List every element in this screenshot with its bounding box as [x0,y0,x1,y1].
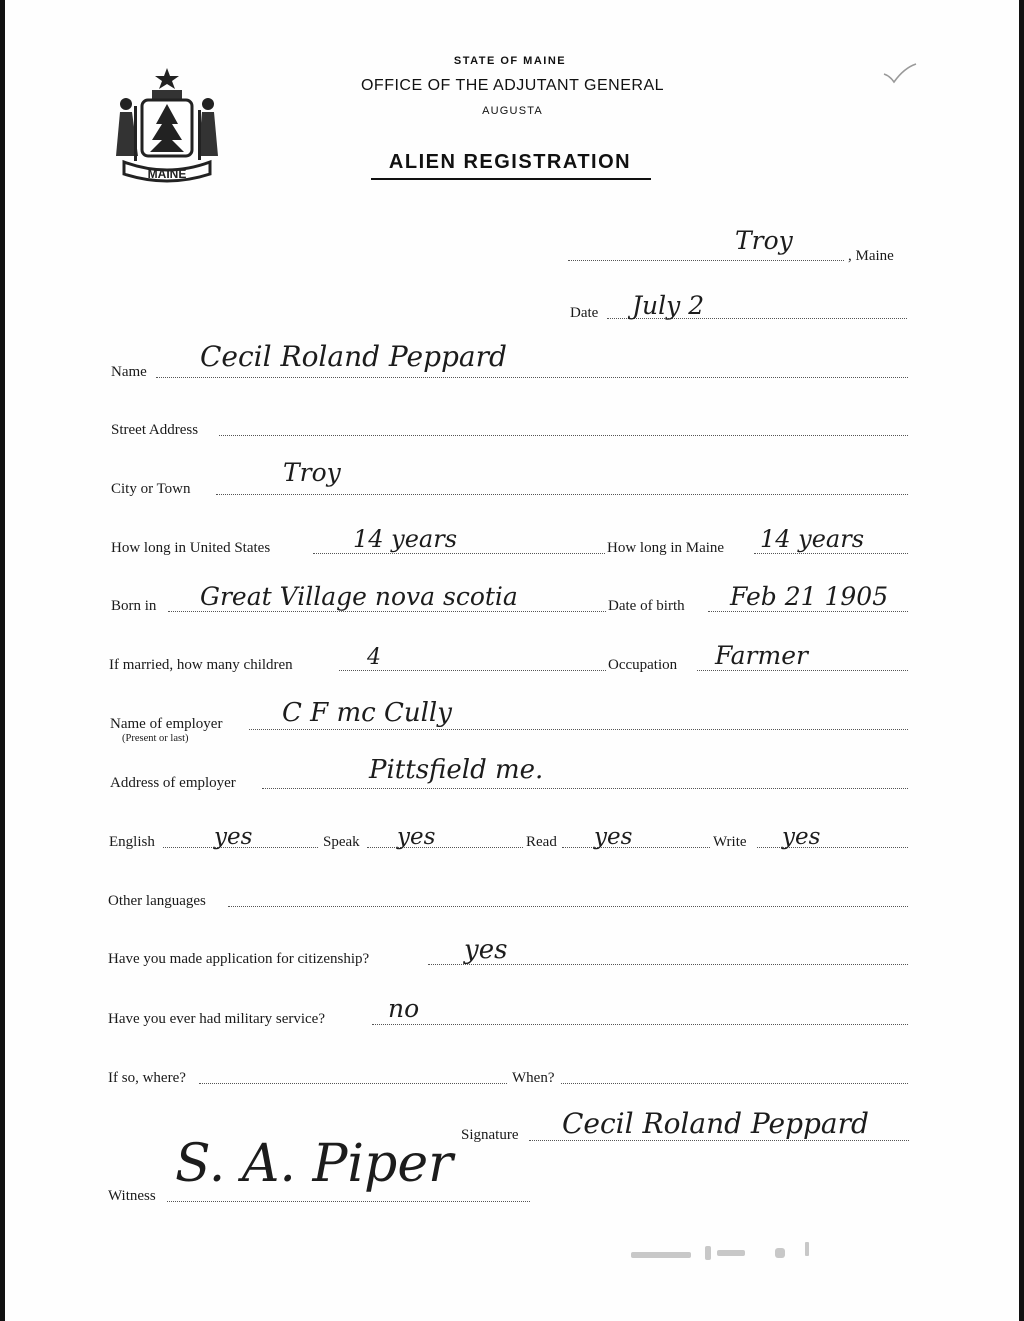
street-line [219,435,908,436]
signature-value: Cecil Roland Peppard [562,1107,869,1140]
english-label: English [109,834,155,850]
maine-duration-line [754,553,908,554]
name-line [156,377,908,378]
scan-border-right [1019,0,1024,1321]
form-title: ALIEN REGISTRATION [388,151,632,173]
citizenship-label: Have you made application for citizenship? [108,951,370,967]
bleed-through-marks [625,1238,845,1268]
employer-address-value: Pittsfield me. [369,755,544,785]
us-duration-label: How long in United States [111,540,271,556]
date-value: July 2 [632,291,705,320]
witness-line [167,1201,530,1202]
city-value: Troy [283,458,341,487]
children-label: If married, how many children [109,657,293,673]
children-line [339,670,606,671]
city-label: City or Town [111,481,191,497]
header-state: STATE OF MAINE [453,55,567,67]
employer-line [249,729,908,730]
dob-value: Feb 21 1905 [730,582,889,611]
citizenship-value: yes [464,935,508,965]
where-label: If so, where? [108,1070,186,1086]
city-line [216,494,908,495]
seal-label: MAINE [147,167,187,181]
where-line [199,1083,507,1084]
other-languages-label: Other languages [108,893,206,909]
employer-address-line [262,788,908,789]
employer-label: Name of employer [110,716,223,732]
military-value: no [388,994,420,1023]
signature-label: Signature [461,1127,519,1143]
town-line [568,260,844,261]
name-label: Name [111,364,147,380]
maine-duration-label: How long in Maine [607,540,725,556]
occupation-line [697,670,908,671]
read-value: yes [594,824,633,850]
born-in-label: Born in [111,598,157,614]
when-line [561,1083,908,1084]
us-duration-value: 14 years [353,525,458,553]
date-label: Date [570,305,599,321]
dob-label: Date of birth [608,598,685,614]
header-city: AUGUSTA [482,105,543,117]
name-value: Cecil Roland Peppard [200,340,507,373]
us-duration-line [313,553,605,554]
born-in-line [168,611,606,612]
employer-sublabel: (Present or last) [122,733,189,744]
dob-line [708,611,908,612]
signature-line [529,1140,909,1141]
speak-label: Speak [323,834,360,850]
witness-label: Witness [108,1188,156,1204]
write-value: yes [782,824,821,850]
children-value: 4 [367,645,381,670]
header-office: OFFICE OF THE ADJUTANT GENERAL [360,77,665,94]
title-underline [371,178,651,180]
employer-address-label: Address of employer [110,775,236,791]
witness-value: S. A. Piper [175,1134,453,1194]
when-label: When? [512,1070,555,1086]
street-label: Street Address [111,422,199,438]
read-label: Read [526,834,557,850]
occupation-label: Occupation [608,657,678,673]
speak-line [367,847,523,848]
speak-value: yes [397,824,436,850]
town-value: Troy [735,226,793,255]
military-label: Have you ever had military service? [108,1011,325,1027]
occupation-value: Farmer [715,641,808,670]
town-suffix-label: , Maine [848,248,894,264]
write-label: Write [713,834,747,850]
born-in-value: Great Village nova scotia [200,582,518,611]
employer-value: C F mc Cully [282,698,452,728]
english-value: yes [214,824,253,850]
scan-border-left [0,0,5,1321]
other-languages-line [228,906,908,907]
read-line [562,847,710,848]
military-line [372,1024,908,1025]
write-line [757,847,908,848]
maine-duration-value: 14 years [760,525,865,553]
